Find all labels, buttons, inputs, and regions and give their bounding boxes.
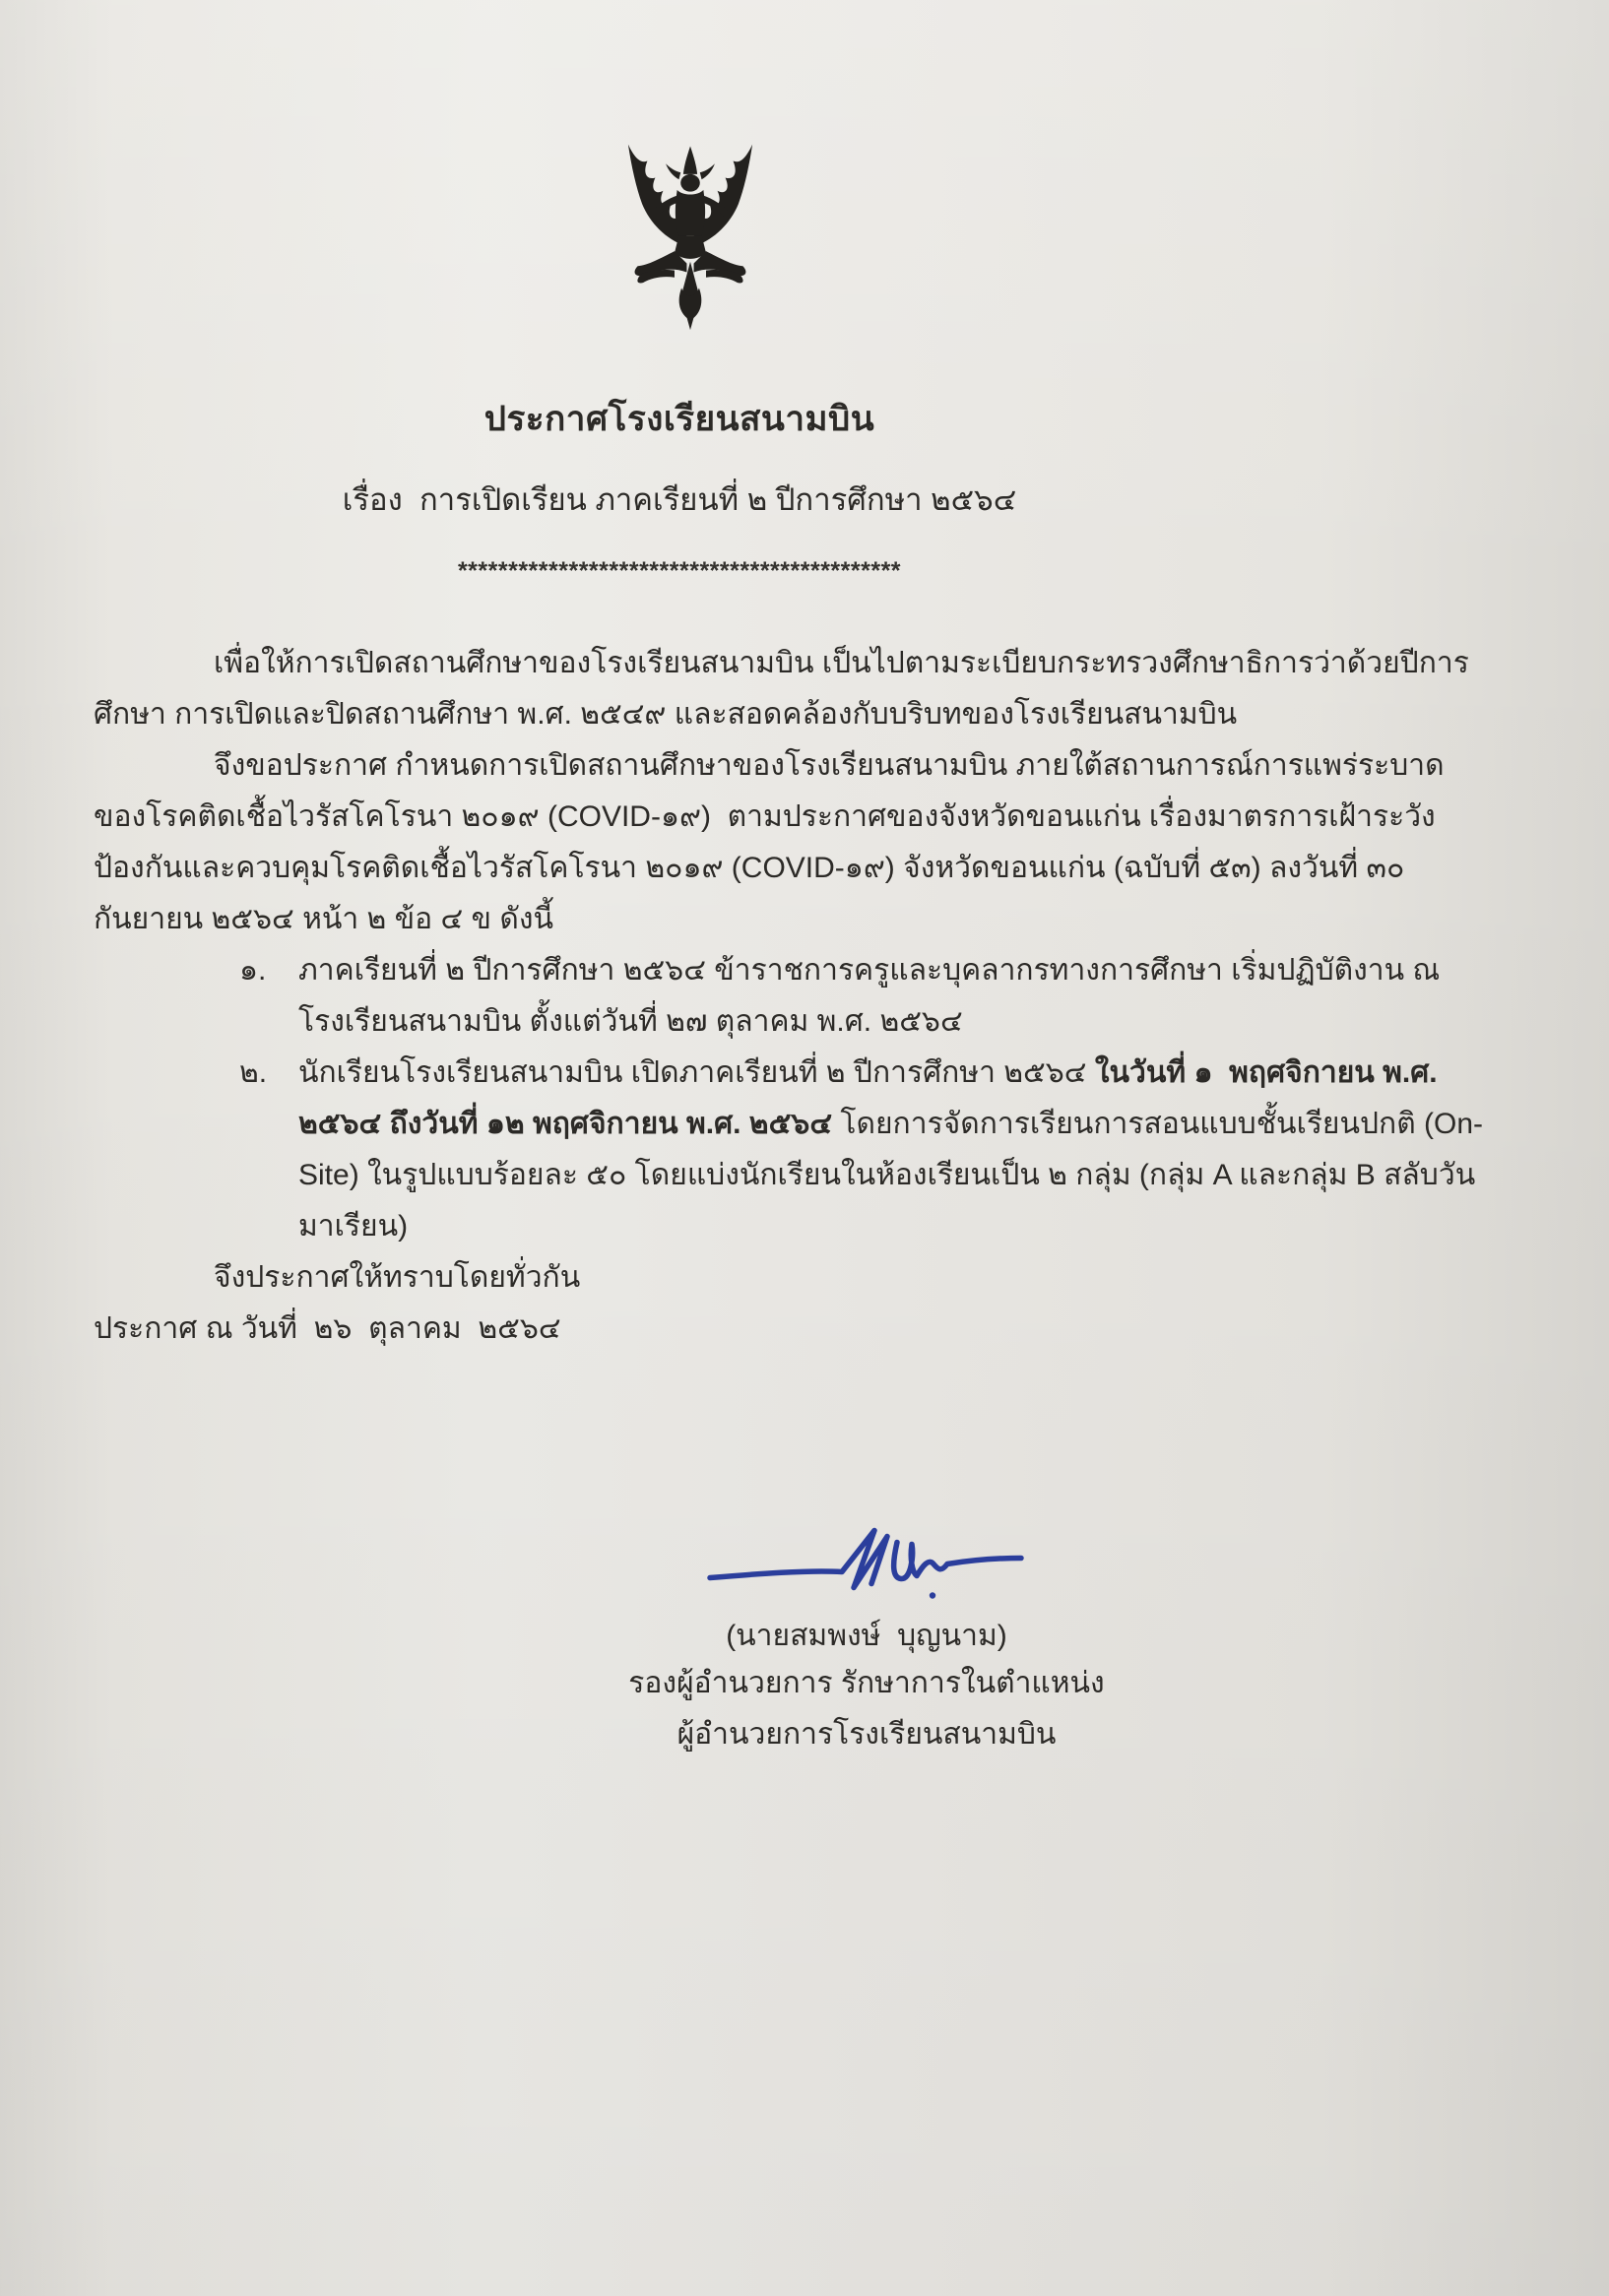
item-2-number: ๒.	[239, 1056, 268, 1089]
item-2-text-bold: ในวันที่ ๑ พฤศจิกายน พ.ศ. ๒๕๖๔ ถึงวันที่ ๑๒ พฤศจิกายน พ.ศ. ๒๕๖๔	[298, 1056, 1446, 1140]
date-line: ประกาศ ณ วันที่ ๒๖ ตุลาคม ๒๕๖๔	[94, 1312, 561, 1345]
announcement-items	[239, 945, 1484, 1252]
list-item-1	[239, 945, 1484, 1048]
garuda-emblem-icon	[603, 134, 778, 370]
item-2-text-tail: โดยการจัดการเรียนการสอนแบบชั้นเรียนปกติ (On-Site) ในรูปแบบร้อยละ ๕๐ โดยแบ่งนักเรียนในห้องเรียนเป็น ๒ กลุ่ม (กลุ่ม A และกลุ่ม B สลับวันมาเรียน)	[298, 1108, 1484, 1243]
signature-block	[561, 1514, 1172, 1760]
item-1-text: ภาคเรียนที่ ๒ ปีการศึกษา ๒๕๖๔ ข้าราชการครูและบุคลากรทางการศึกษา เริ่มปฏิบัติงาน ณ โรงเรียนสนามบิน ตั้งแต่วันที่ ๒๗ ตุลาคม พ.ศ. ๒๕๖๔	[298, 954, 1448, 1038]
list-item-2	[239, 1048, 1484, 1252]
document-body	[94, 638, 1484, 1355]
item-1-number: ๑.	[239, 954, 267, 987]
signatory-position-2: ผู้อำนวยการโรงเรียนสนามบิน	[676, 1718, 1057, 1751]
subject-line: เรื่อง การเปิดเรียน ภาคเรียนที่ ๒ ปีการศึกษา ๒๕๖๔	[342, 482, 1017, 517]
signatory-name: (นายสมพงษ์ บุญนาม)	[726, 1620, 1007, 1652]
asterisk-separator: ********************************************	[457, 557, 902, 585]
paragraph-2: จึงขอประกาศ กำหนดการเปิดสถานศึกษาของโรงเรียนสนามบิน ภายใต้สถานการณ์การแพร่ระบาดของโรคติดเชื้อไวรัสโคโรนา ๒๐๑๙ (COVID-๑๙) ตามประกาศของจังหวัดขอนแก่น เรื่องมาตรการเฝ้าระวังป้องกันและควบคุมโรคติดเชื้อไวรัสโคโรนา ๒๐๑๙ (COVID-๑๙) จังหวัดขอนแก่น (ฉบับที่ ๕๓) ลงวันที่ ๓๐ กันยายน ๒๕๖๔ หน้า ๒ ข้อ ๔ ข ดังนี้	[94, 749, 1445, 935]
item-2-text	[298, 1056, 1483, 1243]
item-2-text-lead: นักเรียนโรงเรียนสนามบิน เปิดภาคเรียนที่ ๒ ปีการศึกษา ๒๕๖๔	[298, 1056, 1095, 1089]
page-title: ประกาศโรงเรียนสนามบิน	[483, 400, 875, 438]
signatory-position-1: รองผู้อำนวยการ รักษาการในตำแหน่ง	[628, 1667, 1105, 1699]
handwritten-signature-icon	[704, 1514, 1029, 1609]
closing-line: จึงประกาศให้ทราบโดยทั่วกัน	[214, 1261, 581, 1294]
paragraph-1: เพื่อให้การเปิดสถานศึกษาของโรงเรียนสนามบิน เป็นไปตามระเบียบกระทรวงศึกษาธิการว่าด้วยปีการศึกษา การเปิดและปิดสถานศึกษา พ.ศ. ๒๕๔๙ และสอดคล้องกับบริบทของโรงเรียนสนามบิน	[94, 647, 1469, 731]
